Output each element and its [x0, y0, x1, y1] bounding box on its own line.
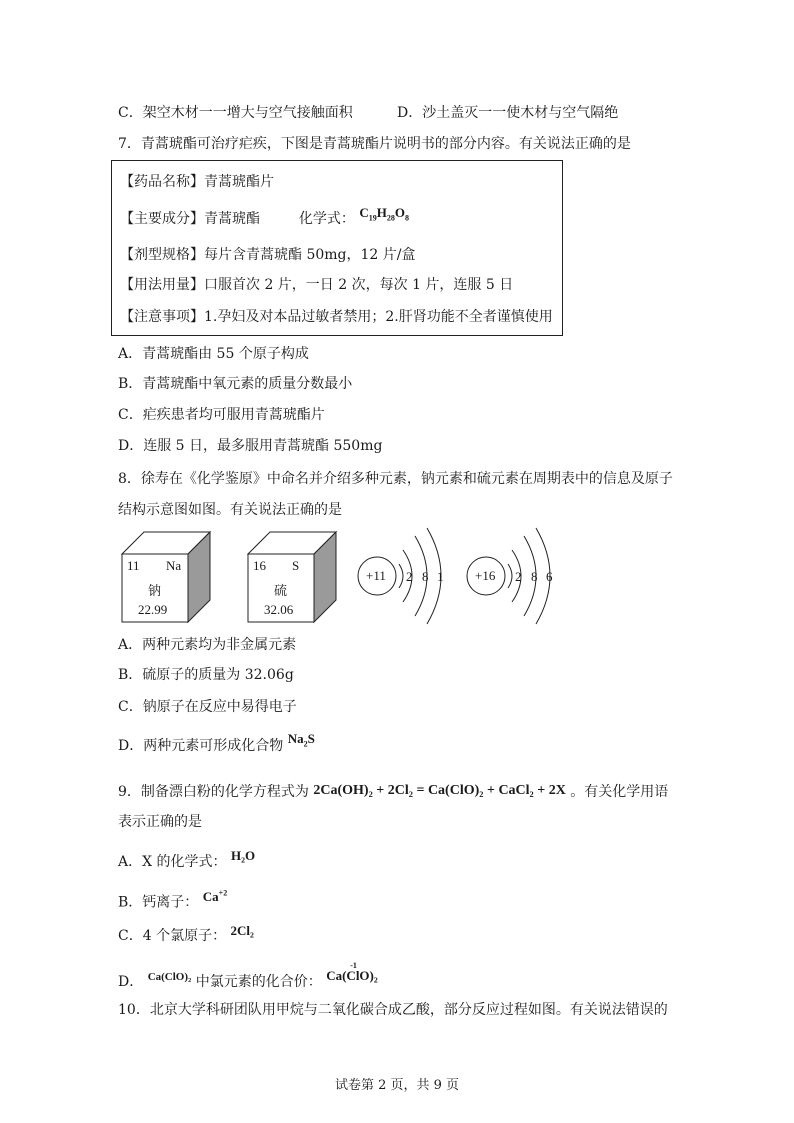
q8-stem-line2: 结构示意图如图。有关说法正确的是 — [118, 502, 342, 518]
q7-option-c: C．疟疾患者均可服用青蒿琥酯片 — [118, 407, 325, 423]
q7-option-a: A．青蒿琥酯由 55 个原子构成 — [118, 346, 309, 362]
water-formula: H₂O — [230, 848, 256, 863]
sodium-shell-2: 8 — [422, 569, 429, 584]
sodium-atom-diagram — [355, 526, 455, 626]
sodium-atomic-mass: 22.99 — [138, 602, 168, 617]
q6-option-d: D．沙土盖灭一一使木材与空气隔绝 — [397, 105, 619, 121]
sulfur-name: 硫 — [274, 584, 288, 599]
sodium-atomic-number: 11 — [127, 558, 140, 573]
sulfur-shell-3: 6 — [546, 569, 553, 584]
calcium-hypochlorite-small: Ca(ClO)₂ — [147, 971, 192, 983]
q7-option-b: B．青蒿琥酯中氧元素的质量分数最小 — [118, 376, 353, 392]
q9-option-c-label: C．4 个氯原子： — [118, 928, 227, 944]
q9-option-d-letter: D． — [118, 974, 144, 990]
calcium-hypochlorite-valence: -1 Ca(ClO)₂ — [326, 966, 378, 986]
q9-option-b-label: B．钙离子： — [118, 894, 199, 911]
q9-option-b — [118, 889, 227, 912]
drug-usage-row: 【用法用量】口服首次 2 片，一日 2 次，每次 1 片，连服 5 日 — [120, 277, 514, 293]
sodium-sulfide-formula: $Na_2S$ — [287, 731, 315, 749]
drug-info-box — [111, 160, 563, 336]
sulfur-symbol: S — [292, 558, 300, 573]
q7-option-d: D．连服 5 日，最多服用青蒿琥酯 550mg — [118, 438, 383, 454]
q8-option-d-text: D．两种元素可形成化合物 — [118, 738, 284, 754]
sulfur-shell-1: 2 — [515, 569, 522, 584]
drug-name-row: 【药品名称】青蒿琥酯片 — [120, 174, 274, 190]
chlorine-formula: 2Cl₂ — [230, 923, 254, 938]
drug-component-label: 【主要成分】青蒿琥酯 — [120, 211, 260, 227]
sodium-name: 钠 — [148, 584, 162, 599]
artesunate-formula: $C_{19}H_{28}O_8$ — [359, 205, 409, 223]
drug-spec-row: 【剂型规格】每片含青蒿琥酯 50mg，12 片/盒 — [120, 247, 416, 263]
q8-option-d — [118, 731, 315, 762]
q9-stem-suffix: 。有关化学用语 — [570, 784, 669, 800]
q9-option-d — [118, 961, 378, 993]
q8-option-c: C．钠原子在反应中易得电子 — [118, 699, 297, 715]
sulfur-atomic-number: 16 — [253, 558, 266, 573]
q9-stem-line2: 表示正确的是 — [118, 814, 202, 830]
q9-option-d-label: 中氯元素的化合价： — [195, 974, 322, 990]
sulfur-element-cube — [244, 528, 340, 624]
sulfur-atomic-mass: 32.06 — [264, 602, 294, 617]
sulfur-shell-2: 8 — [531, 569, 538, 584]
sodium-symbol: Na — [166, 558, 182, 573]
sodium-nucleus: +11 — [366, 568, 386, 583]
sulfur-nucleus: +16 — [475, 568, 496, 583]
drug-notes-row: 【注意事项】1.孕妇及对本品过敏者禁用；2.肝肾功能不全者谨慎使用 — [120, 309, 553, 325]
sodium-element-cube — [118, 528, 214, 624]
q9-option-a-label: A．X 的化学式： — [118, 854, 227, 870]
drug-component-row — [120, 205, 409, 235]
q8-option-a: A．两种元素均为非金属元素 — [118, 637, 297, 653]
page-footer: 试卷第 2 页，共 9 页 — [334, 1078, 460, 1093]
q8-stem-line1: 8．徐寿在《化学鉴原》中命名并介绍多种元素，钠元素和硫元素在周期表中的信息及原子 — [118, 471, 673, 487]
q9-option-c — [118, 923, 254, 946]
q10-stem: 10．北京大学科研团队用甲烷与二氧化碳合成乙酸，部分反应过程如图。有关说法错误的 — [118, 1002, 668, 1018]
bleaching-powder-equation: 2Ca(OH)₂ + 2Cl₂ = Ca(ClO)₂ + CaCl₂ + 2X — [313, 783, 566, 798]
sodium-shell-3: 1 — [437, 569, 444, 584]
valence-mark: -1 — [350, 961, 357, 970]
q7-stem: 7．青蒿琥酯可治疗疟疾，下图是青蒿琥酯片说明书的部分内容。有关说法正确的是 — [118, 136, 631, 152]
q6-option-c: C．架空木材一一增大与空气接触面积 — [118, 105, 353, 121]
q9-option-a — [118, 848, 256, 872]
q9-stem-line1 — [118, 782, 668, 803]
calcium-ion-formula: $Ca^{+2}$ — [202, 889, 228, 905]
formula-label: 化学式： — [298, 211, 355, 227]
q8-option-b: B．硫原子的质量为 32.06g — [118, 667, 294, 683]
q9-stem-prefix: 9．制备漂白粉的化学方程式为 — [118, 784, 309, 800]
sulfur-atom-diagram — [464, 526, 564, 626]
sodium-shell-1: 2 — [406, 569, 413, 584]
